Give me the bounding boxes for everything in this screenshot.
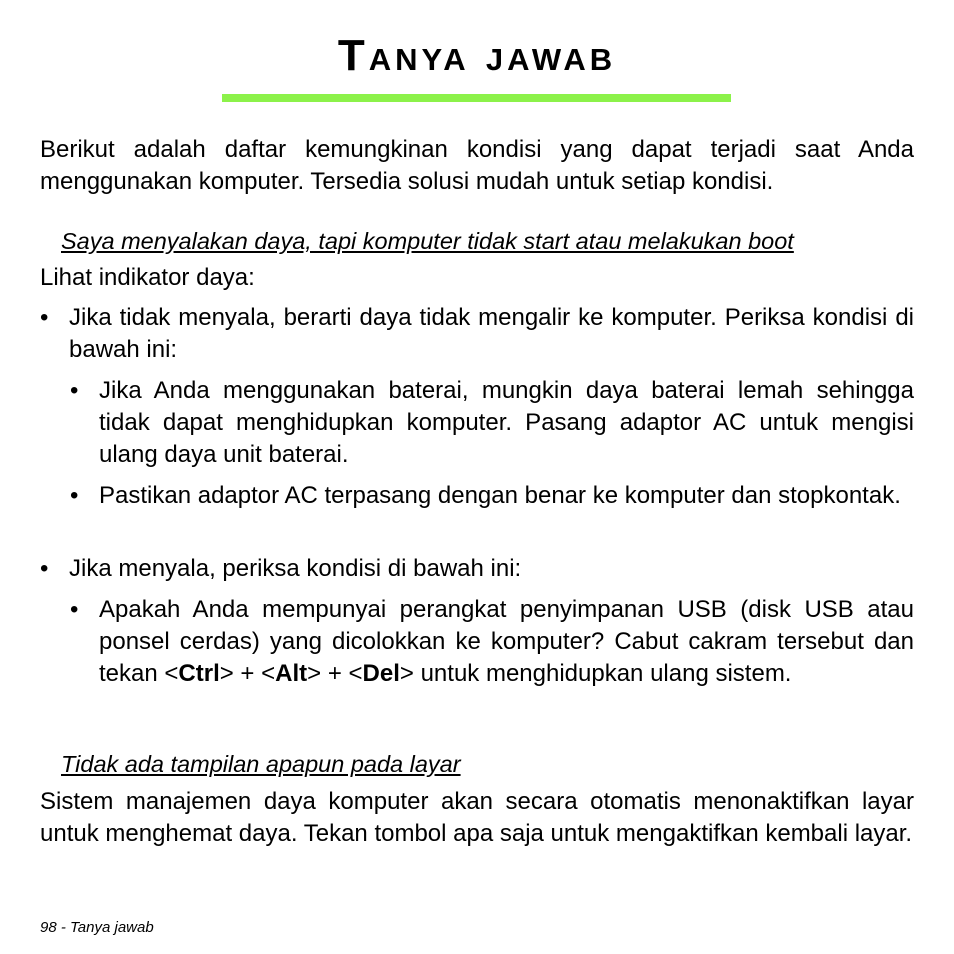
key-separator: > + <	[219, 660, 276, 687]
bullet-not-lit: Jika tidak menyala, berarti daya tidak mengalir ke komputer. Periksa kondisi di bawah ini:	[69, 304, 914, 363]
bullet-marker: •	[40, 555, 49, 582]
display-paragraph: Sistem manajemen daya komputer akan secara otomatis menonaktifkan layar untuk menghemat daya. Tekan tombol apa saja untuk mengaktifkan kembali layar.	[40, 788, 914, 847]
key-alt: Alt	[275, 660, 308, 687]
bullet-lit: Jika menyala, periksa kondisi di bawah ini:	[69, 555, 522, 582]
page-title: Tanya jawab	[337, 31, 617, 80]
bullet-marker: •	[40, 304, 49, 331]
bullet-battery: Jika Anda menggunakan baterai, mungkin daya baterai lemah sehingga tidak dapat menghidupkan komputer. Pasang adaptor AC untuk mengisi ulang daya unit baterai.	[99, 377, 914, 468]
usb-text-end: > untuk menghidupkan ulang sistem.	[399, 660, 792, 687]
title-underline-bar	[222, 94, 731, 102]
section-heading-display: Tidak ada tampilan apapun pada layar	[61, 751, 461, 777]
key-ctrl: Ctrl	[178, 660, 220, 687]
page-footer: 98 - Tanya jawab	[40, 919, 154, 936]
bullet-marker: •	[70, 377, 79, 404]
intro-paragraph: Berikut adalah daftar kemungkinan kondisi yang dapat terjadi saat Anda menggunakan komputer. Tersedia solusi mudah untuk setiap kondisi.	[40, 136, 914, 195]
bullet-ac-adapter: Pastikan adaptor AC terpasang dengan benar ke komputer dan stopkontak.	[99, 482, 901, 509]
power-indicator-lead: Lihat indikator daya:	[40, 264, 255, 291]
key-separator: > + <	[307, 660, 363, 687]
bullet-marker: •	[70, 482, 79, 509]
section-heading-boot: Saya menyalakan daya, tapi komputer tidak start atau melakukan boot	[61, 228, 794, 254]
bullet-usb-storage	[99, 594, 914, 690]
usb-text-start: Apakah Anda mempunyai perangkat penyimpanan USB (disk USB atau ponsel cerdas) yang dicolokkan ke komputer? Cabut cakram tersebut dan tekan <	[99, 596, 914, 687]
key-del: Del	[362, 660, 400, 687]
bullet-marker: •	[70, 596, 79, 623]
